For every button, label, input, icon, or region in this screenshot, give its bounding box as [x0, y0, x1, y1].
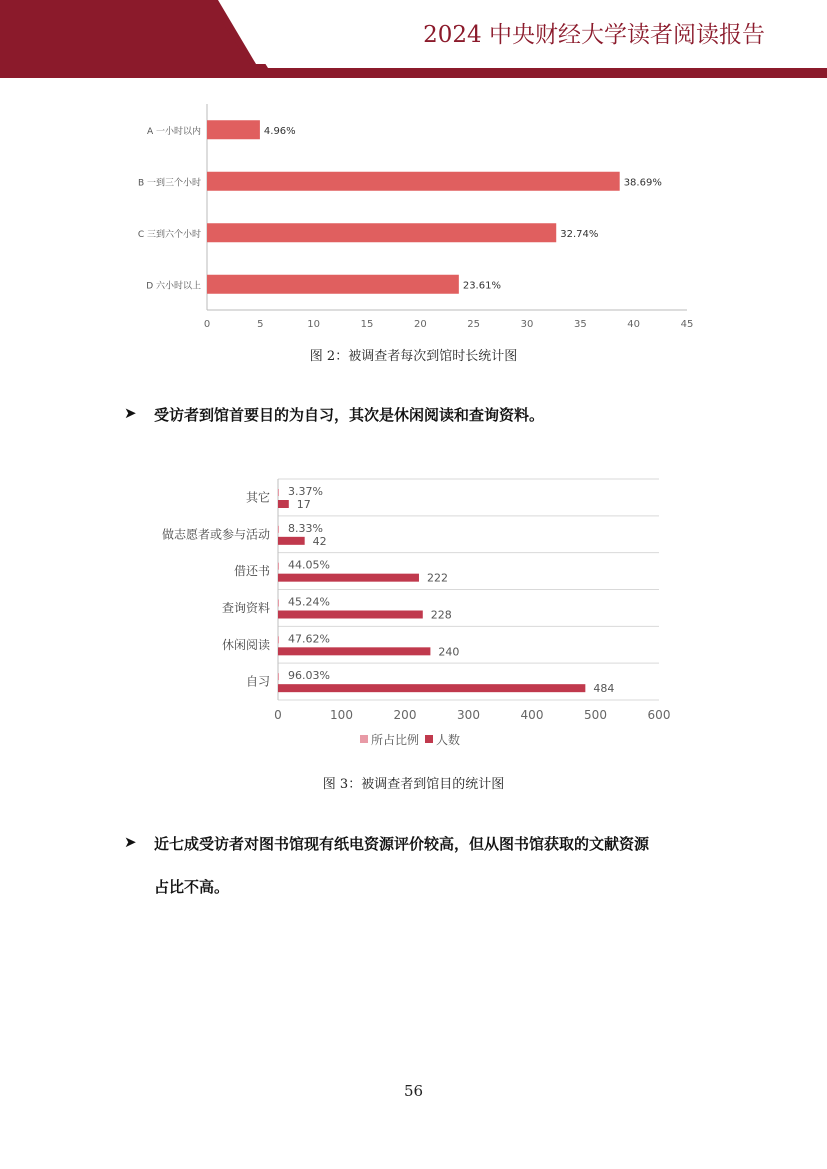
data-label: 38.69% — [623, 177, 662, 189]
x-tick-label: 30 — [520, 319, 534, 330]
data-label: 23.61% — [462, 280, 501, 292]
bar-percentage — [278, 600, 279, 607]
x-tick-label: 40 — [627, 319, 641, 330]
legend-swatch-count — [425, 735, 433, 743]
category-label: 借还书 — [233, 564, 270, 579]
data-label-count: 42 — [312, 534, 327, 548]
data-label-percentage: 47.62% — [288, 632, 330, 646]
bar — [207, 172, 620, 191]
bar — [207, 223, 556, 242]
legend-label-percentage: 所占比例 — [371, 733, 420, 747]
data-label-percentage: 44.05% — [288, 558, 330, 572]
bar-count — [278, 500, 289, 508]
bar-percentage — [278, 636, 279, 643]
header-title: 2024 中央财经大学读者阅读报告 — [423, 22, 765, 48]
data-label-count: 17 — [296, 498, 311, 511]
x-tick-label: 10 — [307, 319, 321, 330]
data-label: 4.96% — [263, 125, 296, 137]
bar-count — [278, 611, 423, 619]
chart-visit-purpose — [0, 460, 827, 780]
data-label-count: 222 — [426, 571, 448, 585]
x-tick-label: 300 — [457, 708, 480, 722]
data-label-count: 484 — [593, 682, 615, 696]
data-label-percentage: 3.37% — [288, 485, 323, 498]
data-label-count: 240 — [438, 645, 460, 659]
data-label-percentage: 8.33% — [288, 521, 323, 535]
bar-count — [278, 574, 419, 582]
x-tick-label: 600 — [647, 708, 671, 722]
x-tick-label: 400 — [520, 708, 544, 722]
category-label: 休闲阅读 — [221, 637, 270, 652]
bar — [207, 120, 260, 139]
bar-percentage — [278, 563, 279, 570]
x-tick-label: 0 — [203, 319, 211, 330]
figure-3-caption: 图 3：被调查者到馆目的统计图 — [322, 777, 505, 792]
page-number: 56 — [403, 1082, 424, 1100]
category-label: B 一到三个小时 — [137, 178, 201, 189]
legend-swatch-percentage — [360, 735, 368, 743]
bar-percentage — [278, 673, 279, 680]
x-tick-label: 35 — [573, 319, 587, 330]
category-label: D 六小时以上 — [146, 281, 201, 292]
data-label-count: 228 — [430, 608, 452, 622]
x-tick-label: 0 — [274, 708, 282, 722]
category-label: C 三到六个小时 — [137, 229, 201, 240]
bullet-text-purpose: 受访者到馆首要目的为自习，其次是休闲阅读和查询资料。 — [154, 406, 545, 424]
legend-label-count: 人数 — [436, 733, 461, 747]
bullet-arrow-icon: ➤ — [124, 404, 137, 422]
x-tick-label: 200 — [393, 708, 417, 722]
category-label: 自习 — [245, 674, 270, 689]
x-tick-label: 5 — [257, 319, 264, 330]
x-tick-label: 20 — [413, 319, 427, 330]
category-label: 做志愿者或参与活动 — [161, 527, 270, 542]
category-label: 其它 — [245, 490, 270, 505]
category-label: 查询资料 — [221, 600, 270, 615]
bullet-text-resources-line1: 近七成受访者对图书馆现有纸电资源评价较高，但从图书馆获取的文献资源 — [154, 835, 650, 853]
category-label: A 一小时以内 — [146, 126, 201, 137]
bar-percentage — [278, 489, 279, 496]
x-tick-label: 25 — [467, 319, 481, 330]
x-tick-label: 15 — [360, 319, 374, 330]
chart-visit-duration — [0, 0, 827, 340]
bar — [207, 275, 459, 294]
bar-count — [278, 537, 305, 545]
data-label-percentage: 45.24% — [288, 595, 330, 609]
bar-percentage — [278, 526, 279, 533]
bar-count — [278, 684, 585, 692]
data-label-percentage: 96.03% — [288, 669, 330, 683]
data-label: 32.74% — [560, 228, 599, 240]
bullet-arrow-icon: ➤ — [124, 833, 137, 851]
x-tick-label: 500 — [584, 708, 607, 722]
x-tick-label: 100 — [330, 708, 353, 722]
figure-2-caption: 图 2：被调查者每次到馆时长统计图 — [309, 349, 518, 364]
bullet-text-resources-line2: 占比不高。 — [154, 878, 230, 896]
x-tick-label: 45 — [680, 319, 694, 330]
bar-count — [278, 647, 430, 655]
